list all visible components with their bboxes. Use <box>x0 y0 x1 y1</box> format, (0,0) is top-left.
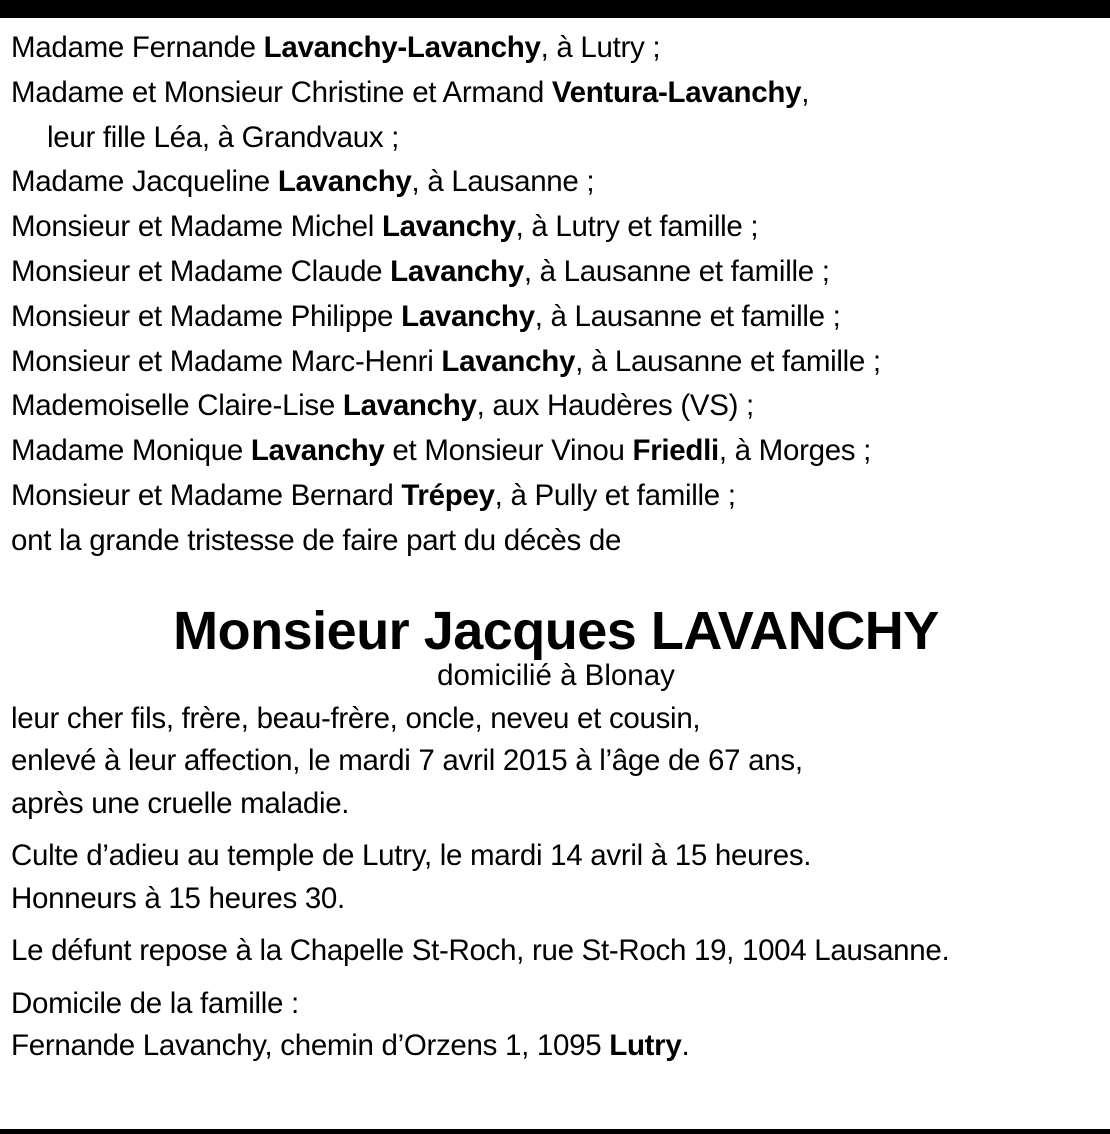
bottom-rule <box>0 1129 1110 1134</box>
family-address-paragraph <box>11 983 1101 1068</box>
relation-line: après une cruelle maladie. <box>11 786 350 820</box>
family-surname: Lavanchy <box>381 210 516 244</box>
family-surname: Lavanchy <box>401 299 535 333</box>
family-line: Madame Fernande Lavanchy-Lavanchy, à Lutry ; <box>11 31 661 64</box>
family-surname: Ventura-Lavanchy <box>551 75 802 109</box>
family-line: Monsieur et Madame Michel Lavanchy, à Lutry et famille ; <box>11 210 759 244</box>
family-line: Madame et Monsieur Christine et Armand Ventura-Lavanchy, <box>11 75 810 109</box>
family-surname: Lavanchy <box>390 254 524 288</box>
family-surname: Lavanchy-Lavanchy <box>263 31 541 64</box>
obituary-notice <box>11 26 1101 1068</box>
deceased-domicile: domicilié à Blonay <box>437 658 675 692</box>
deceased-name: Monsieur Jacques LAVANCHY <box>173 600 939 661</box>
family-surname: Lavanchy <box>277 165 412 199</box>
family-address-town: Lutry <box>609 1029 682 1063</box>
announcement-line: ont la grande tristesse de faire part du décès de <box>11 523 622 557</box>
family-address-heading: Domicile de la famille : <box>11 986 299 1020</box>
family-line: Madame Jacqueline Lavanchy, à Lausanne ; <box>11 165 595 199</box>
rest-paragraph <box>11 930 1101 973</box>
family-surname: Friedli <box>632 434 719 468</box>
family-surname: Lavanchy <box>441 344 576 378</box>
family-surname: Lavanchy <box>250 434 385 468</box>
ceremony-paragraph <box>11 835 1101 920</box>
rest-line: Le défunt repose à la Chapelle St-Roch, rue St-Roch 19, 1004 Lausanne. <box>11 934 950 968</box>
family-surname: Trépey <box>401 478 495 512</box>
family-line: Monsieur et Madame Marc-Henri Lavanchy, à Lausanne et famille ; <box>11 344 881 378</box>
family-line: Madame Monique Lavanchy et Monsieur Vinou Friedli, à Morges ; <box>11 434 872 468</box>
top-rule <box>0 0 1110 18</box>
ceremony-line: Culte d’adieu au temple de Lutry, le mardi 14 avril à 15 heures. <box>11 839 812 873</box>
family-line: Monsieur et Madame Bernard Trépey, à Pully et famille ; <box>11 478 736 512</box>
family-line: leur fille Léa, à Grandvaux ; <box>47 120 400 154</box>
family-surname: Lavanchy <box>342 389 477 423</box>
relation-line: enlevé à leur affection, le mardi 7 avril 2015 à l’âge de 67 ans, <box>11 744 803 778</box>
family-address-line: Fernande Lavanchy, chemin d’Orzens 1, 1095 Lutry. <box>11 1029 690 1063</box>
family-line: Monsieur et Madame Claude Lavanchy, à Lausanne et famille ; <box>11 254 830 288</box>
relation-paragraph <box>11 698 1101 826</box>
family-list <box>11 26 1101 564</box>
family-line: Monsieur et Madame Philippe Lavanchy, à Lausanne et famille ; <box>11 299 841 333</box>
relation-line: leur cher fils, frère, beau-frère, oncle, neveu et cousin, <box>11 701 701 735</box>
ceremony-line: Honneurs à 15 heures 30. <box>11 881 345 915</box>
family-line: Mademoiselle Claire-Lise Lavanchy, aux Haudères (VS) ; <box>11 389 754 423</box>
